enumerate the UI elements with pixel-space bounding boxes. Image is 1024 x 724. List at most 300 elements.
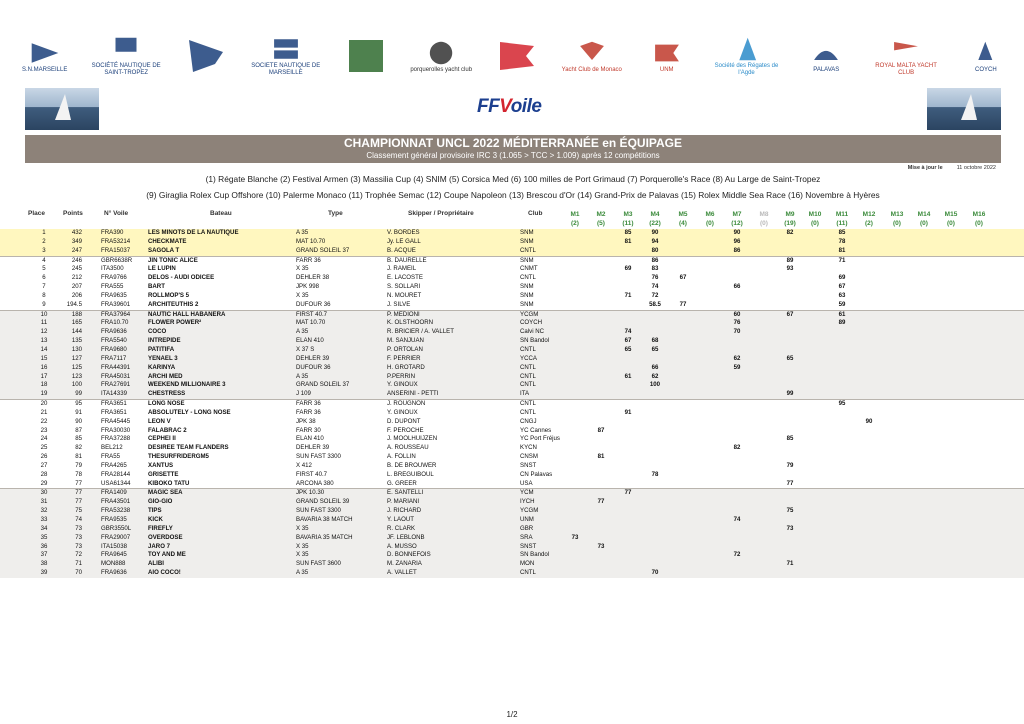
boat-type-cell: A 35 <box>296 328 309 336</box>
score-m4: 78 <box>651 470 659 478</box>
points-cell: 79 <box>75 461 82 469</box>
score-m7: 72 <box>733 551 741 559</box>
points-cell: 91 <box>75 408 82 416</box>
score-m9: 85 <box>786 435 794 443</box>
place-cell: 14 <box>40 345 48 353</box>
table-row <box>0 373 1024 382</box>
boat-name-cell: JARO 7 <box>148 542 171 550</box>
boat-name-cell: MAGIC SEA <box>148 489 183 497</box>
score-m3: 81 <box>624 237 632 245</box>
manche-count: (0) <box>706 220 714 227</box>
header-manche-11 <box>830 211 854 227</box>
score-m4: 66 <box>651 363 659 371</box>
table-row <box>0 418 1024 427</box>
points-cell: 75 <box>75 507 82 515</box>
header-manche-13 <box>885 211 909 227</box>
header-skipper: Skipper / Propriétaire <box>408 210 474 217</box>
boat-type-cell: DEHLER 38 <box>296 274 330 282</box>
score-m7: 60 <box>733 310 741 318</box>
manche-count: (4) <box>679 220 687 227</box>
header-manche-3 <box>616 211 640 227</box>
skipper-cell: Y. GINOUX <box>387 408 418 416</box>
club-cell: SRA <box>520 533 533 541</box>
club-cell: CNTL <box>520 246 536 254</box>
manche-count: (0) <box>893 220 901 227</box>
points-cell: 349 <box>71 237 82 245</box>
boat-name-cell: DESIREE TEAM FLANDERS <box>148 444 229 452</box>
table-row <box>0 390 1024 399</box>
sail-number-cell: GBR3550L <box>101 524 132 532</box>
club-cell: CNTL <box>520 408 536 416</box>
points-cell: 188 <box>71 310 82 318</box>
boat-name-cell: KARINYA <box>148 363 176 371</box>
manche-label: M16 <box>972 211 986 218</box>
skipper-cell: K. OLSTHOORN <box>387 319 434 327</box>
club-cell: SNM <box>520 300 534 308</box>
ranking-table <box>0 229 1024 578</box>
sail-number-cell: MON888 <box>101 560 126 568</box>
sail-number-cell: FRA43501 <box>101 498 131 506</box>
boat-type-cell: X 35 <box>296 524 309 532</box>
score-m3: 65 <box>624 345 632 353</box>
page-number: 1/2 <box>506 710 518 719</box>
points-cell: 90 <box>75 417 82 425</box>
club-cell: SNM <box>520 229 534 236</box>
manche-label: M6 <box>705 211 715 218</box>
boat-type-cell: X 35 <box>296 265 309 273</box>
manche-count: (5) <box>597 220 605 227</box>
score-m11: 78 <box>838 237 846 245</box>
score-m3: 69 <box>624 265 632 273</box>
boat-type-cell: ELAN 410 <box>296 435 324 443</box>
manche-label: M12 <box>862 211 876 218</box>
manche-count: (0) <box>947 220 955 227</box>
boat-name-cell: CHESTRESS <box>148 390 186 398</box>
sail-number-cell: GBR6638R <box>101 256 133 264</box>
boat-name-cell: TIPS <box>148 507 162 515</box>
manche-count: (11) <box>622 220 634 227</box>
score-m12: 90 <box>865 417 873 425</box>
sail-number-cell: FRA5540 <box>101 337 127 345</box>
table-row <box>0 471 1024 480</box>
boat-type-cell: SUN FAST 3300 <box>296 453 341 461</box>
place-cell: 32 <box>40 507 48 515</box>
header-type: Type <box>328 210 343 217</box>
club-cell: GBR <box>520 524 534 532</box>
points-cell: 135 <box>71 337 82 345</box>
place-cell: 28 <box>40 470 48 478</box>
boat-name-cell: DELOS - AUDI ODICEE <box>148 274 215 282</box>
score-m4: 70 <box>651 569 659 577</box>
boat-name-cell: ALIBI <box>148 560 164 568</box>
skipper-cell: R. BRICIER / A. VALLET <box>387 328 454 336</box>
place-cell: 4 <box>42 256 46 264</box>
boat-name-cell: OVERDOSE <box>148 533 183 541</box>
sail-number-cell: FRA45031 <box>101 372 131 380</box>
score-m4: 76 <box>651 274 659 282</box>
score-m4: 83 <box>651 265 659 273</box>
club-cell: CNTL <box>520 363 536 371</box>
boat-type-cell: BAVARIA 38 MATCH <box>296 516 353 523</box>
score-m11: 67 <box>838 283 846 291</box>
boat-name-cell: KICK <box>148 516 163 523</box>
club-cell: UNM <box>520 516 534 523</box>
sail-number-cell: FRA39601 <box>101 300 131 308</box>
score-m9: 93 <box>786 265 794 273</box>
place-cell: 37 <box>40 551 48 559</box>
sailing-photo-right <box>927 88 1001 130</box>
soracc-logo-text: Société des Régates de l'Agde <box>714 63 779 76</box>
club-cell: SNM <box>520 256 534 264</box>
boat-name-cell: ARCHI MED <box>148 372 183 380</box>
boat-type-cell: A 35 <box>296 229 309 236</box>
skipper-cell: D. DUPONT <box>387 417 421 425</box>
points-cell: 207 <box>71 283 82 291</box>
sail-number-cell: FRA390 <box>101 229 124 236</box>
boat-type-cell: X 412 <box>296 461 312 469</box>
boat-type-cell: X 37 S <box>296 345 315 353</box>
place-cell: 23 <box>40 426 48 434</box>
score-m7: 82 <box>733 444 741 452</box>
skipper-cell: Jy. LE GALL <box>387 237 421 245</box>
points-cell: 85 <box>75 435 82 443</box>
place-cell: 10 <box>40 310 48 318</box>
points-cell: 247 <box>71 246 82 254</box>
boat-type-cell: A 35 <box>296 372 309 380</box>
score-m11: 69 <box>838 274 846 282</box>
sail-number-cell: FRA45445 <box>101 417 131 425</box>
score-m3: 91 <box>624 408 632 416</box>
manche-label: M7 <box>732 211 742 218</box>
table-row <box>0 355 1024 364</box>
score-m11: 59 <box>838 300 846 308</box>
header-manche-2 <box>589 211 613 227</box>
club-cell: CNTL <box>520 274 536 282</box>
score-m2: 87 <box>597 426 605 434</box>
manche-label: M4 <box>650 211 660 218</box>
boat-type-cell: SUN FAST 3600 <box>296 560 341 568</box>
skipper-cell: P. ORTOLAN <box>387 345 423 353</box>
pennant-logo <box>185 34 227 78</box>
skipper-cell: R. CLARK <box>387 524 416 532</box>
swallowtail-flag-logo <box>496 34 538 78</box>
table-row <box>0 319 1024 328</box>
score-m3: 61 <box>624 372 632 380</box>
score-m11: 95 <box>838 400 846 408</box>
manche-label: M15 <box>944 211 958 218</box>
place-cell: 22 <box>40 417 48 425</box>
score-m3: 85 <box>624 229 632 236</box>
skipper-cell: J. RICHARD <box>387 507 422 515</box>
update-date: Mise à jour le 11 octobre 2022 <box>907 165 996 171</box>
place-cell: 19 <box>40 390 48 398</box>
boat-type-cell: MAT 10.70 <box>296 237 326 245</box>
club-cell: YCCA <box>520 354 537 362</box>
score-m5: 67 <box>679 274 687 282</box>
sail-number-cell: FRA9636 <box>101 569 127 577</box>
skipper-cell: D. BONNEFOIS <box>387 551 431 559</box>
header-manche-10 <box>803 211 827 227</box>
points-cell: 246 <box>71 256 82 264</box>
sail-number-cell: FRA37964 <box>101 310 131 318</box>
header-manche-14 <box>912 211 936 227</box>
place-cell: 20 <box>40 400 48 408</box>
place-cell: 24 <box>40 435 48 443</box>
societe-nautique-saint-tropez-logo <box>91 34 161 78</box>
sail-number-cell: FRA9680 <box>101 345 127 353</box>
place-cell: 18 <box>40 381 48 389</box>
boat-type-cell: FARR 36 <box>296 408 321 416</box>
points-cell: 144 <box>71 328 82 336</box>
points-cell: 77 <box>75 498 82 506</box>
boat-type-cell: J 109 <box>296 390 311 398</box>
place-cell: 21 <box>40 408 48 416</box>
skipper-cell: Y. GINOUX <box>387 381 418 389</box>
club-cell: CNSM <box>520 453 538 461</box>
place-cell: 27 <box>40 461 48 469</box>
sail-number-cell: ITA3500 <box>101 265 124 273</box>
score-m4: 90 <box>651 229 659 236</box>
societe-nautique-marseille-logo-text: SOCIETE NAUTIQUE DE MARSEILLE <box>251 63 321 76</box>
boat-name-cell: LONG NOSE <box>148 400 185 408</box>
manche-count: (19) <box>784 220 796 227</box>
skipper-cell: J. ROUGNON <box>387 400 426 408</box>
header-points: Points <box>63 210 83 217</box>
place-cell: 30 <box>40 489 48 497</box>
table-header <box>0 209 1024 229</box>
boat-name-cell: KIBOKO TATU <box>148 479 190 487</box>
points-cell: 74 <box>75 516 82 523</box>
points-cell: 72 <box>75 551 82 559</box>
score-m3: 74 <box>624 328 632 336</box>
score-m4: 62 <box>651 372 659 380</box>
skipper-cell: N. MOURET <box>387 291 422 299</box>
header-sail: N° Voile <box>104 210 129 217</box>
club-cell: YCM <box>520 489 534 497</box>
skipper-cell: JF. LEBLONB <box>387 533 425 541</box>
boat-name-cell: INTREPIDE <box>148 337 181 345</box>
boat-type-cell: JPK 10.30 <box>296 489 325 497</box>
boat-type-cell: GRAND SOLEIL 37 <box>296 381 350 389</box>
score-m11: 85 <box>838 229 846 236</box>
boat-type-cell: FARR 30 <box>296 426 321 434</box>
score-m9: 67 <box>786 310 794 318</box>
place-cell: 17 <box>40 372 48 380</box>
score-m9: 89 <box>786 256 794 264</box>
palavas-logo-text: PALAVAS <box>813 66 840 73</box>
club-cell: CNTL <box>520 345 536 353</box>
table-row <box>0 444 1024 453</box>
boat-name-cell: FLOWER POWER² <box>148 319 202 327</box>
manche-label: M8 <box>759 211 769 218</box>
header-boat: Bateau <box>210 210 232 217</box>
header-manche-15 <box>939 211 963 227</box>
skipper-cell: E. SANTELLI <box>387 489 424 497</box>
boat-type-cell: DUFOUR 36 <box>296 363 331 371</box>
points-cell: 82 <box>75 444 82 452</box>
boat-type-cell: FARR 36 <box>296 400 321 408</box>
sail-number-cell: FRA44391 <box>101 363 131 371</box>
skipper-cell: A. ROUSSEAU <box>387 444 429 452</box>
header-manche-4 <box>643 211 667 227</box>
score-m1: 73 <box>571 533 579 541</box>
skipper-cell: L. BREGUIBOUL <box>387 470 434 478</box>
club-cell: YC Port Fréjus <box>520 435 560 443</box>
score-m4: 80 <box>651 246 659 254</box>
score-m7: 90 <box>733 229 741 236</box>
semaphore-logo-text: S.N.MARSEILLE <box>22 66 68 73</box>
skipper-cell: Y. LAOUT <box>387 516 414 523</box>
score-m7: 59 <box>733 363 741 371</box>
club-cell: USA <box>520 479 533 487</box>
points-cell: 125 <box>71 363 82 371</box>
score-m9: 79 <box>786 461 794 469</box>
club-cell: CN Palavas <box>520 470 553 478</box>
table-row <box>0 292 1024 301</box>
skipper-cell: ANSERINI - PETTI <box>387 390 439 398</box>
table-row <box>0 247 1024 256</box>
score-m7: 74 <box>733 516 741 523</box>
boat-type-cell: JPK 38 <box>296 417 316 425</box>
points-cell: 87 <box>75 426 82 434</box>
boat-name-cell: TOY AND ME <box>148 551 186 559</box>
boat-type-cell: GRAND SOLEIL 37 <box>296 246 350 254</box>
boat-type-cell: FIRST 40.7 <box>296 310 328 318</box>
place-cell: 5 <box>42 265 46 273</box>
skipper-cell: J. MOOLHUIJZEN <box>387 435 438 443</box>
score-m2: 77 <box>597 498 605 506</box>
place-cell: 39 <box>40 569 48 577</box>
skipper-cell: G. GREER <box>387 479 417 487</box>
place-cell: 2 <box>42 237 46 245</box>
manche-label: M10 <box>808 211 822 218</box>
boat-type-cell: A 35 <box>296 569 309 577</box>
club-cell: YCGM <box>520 310 539 318</box>
table-row <box>0 453 1024 462</box>
sail-number-cell: FRA555 <box>101 283 124 291</box>
boat-name-cell: THESURFRIDERGM5 <box>148 453 209 461</box>
sail-number-cell: ITA15038 <box>101 542 127 550</box>
club-cell: CNGJ <box>520 417 537 425</box>
place-cell: 6 <box>42 274 46 282</box>
score-m4: 65 <box>651 345 659 353</box>
royal-malta-yacht-club-logo-text: ROYAL MALTA YACHT CLUB <box>875 63 937 76</box>
table-row <box>0 346 1024 355</box>
club-cell: CNTL <box>520 372 536 380</box>
header-manche-1 <box>563 211 587 227</box>
score-m2: 73 <box>597 542 605 550</box>
sail-number-cell: ITA14339 <box>101 390 127 398</box>
manche-label: M1 <box>570 211 580 218</box>
score-m11: 89 <box>838 319 846 327</box>
skipper-cell: B. ACQUE <box>387 246 416 254</box>
club-cell: COYCH <box>520 319 543 327</box>
competitions-list-2: (9) Giraglia Rolex Cup Offshore (10) Palerme Monaco (11) Trophée Semac (12) Coupe Napoleon (13) Brescou d'Or (14) Grand-Prix de Palavas (15) Rolex Middle Sea Race (16) Novembre à Hyères <box>146 190 880 200</box>
score-m9: 99 <box>786 390 794 398</box>
place-cell: 38 <box>40 560 48 568</box>
sailing-photo-left <box>25 88 99 130</box>
place-cell: 25 <box>40 444 48 452</box>
manche-count: (0) <box>811 220 819 227</box>
manche-count: (0) <box>920 220 928 227</box>
skipper-cell: M. SANJUAN <box>387 337 424 345</box>
boat-name-cell: LES MINOTS DE LA NAUTIQUE <box>148 229 239 236</box>
title-banner <box>25 135 1001 163</box>
boat-name-cell: PATITIFA <box>148 345 175 353</box>
sail-number-cell: FRA27691 <box>101 381 131 389</box>
boat-name-cell: FALABRAC 2 <box>148 426 187 434</box>
score-m4: 100 <box>649 381 661 389</box>
table-row <box>0 435 1024 444</box>
points-cell: 206 <box>71 291 82 299</box>
boat-name-cell: LE LUPIN <box>148 265 176 273</box>
semaphore-logo <box>22 34 67 78</box>
boat-type-cell: X 35 <box>296 551 309 559</box>
points-cell: 123 <box>71 372 82 380</box>
skipper-cell: P.PERRIN <box>387 372 415 380</box>
place-cell: 1 <box>42 229 46 236</box>
boat-type-cell: BAVARIA 35 MATCH <box>296 533 353 541</box>
points-cell: 95 <box>75 400 82 408</box>
table-row <box>0 551 1024 560</box>
club-cell: Calvi NC <box>520 328 545 336</box>
manche-label: M5 <box>678 211 688 218</box>
score-m9: 71 <box>786 560 794 568</box>
boat-name-cell: CEPHEI II <box>148 435 176 443</box>
boat-name-cell: YENAEL 3 <box>148 354 178 362</box>
table-row <box>0 301 1024 310</box>
club-cell: KYCN <box>520 444 537 452</box>
skipper-cell: B. DE BROUWER <box>387 461 437 469</box>
place-cell: 13 <box>40 337 48 345</box>
score-m11: 61 <box>838 310 846 318</box>
boat-name-cell: GRISETTE <box>148 470 179 478</box>
score-m4: 58.5 <box>649 300 661 308</box>
sail-number-cell: FRA9645 <box>101 551 127 559</box>
table-row <box>0 488 1024 498</box>
points-cell: 71 <box>75 560 82 568</box>
header-manche-16 <box>967 211 991 227</box>
score-m7: 70 <box>733 328 741 336</box>
competitions-list-1: (1) Régate Blanche (2) Festival Armen (3) Massilia Cup (4) SNIM (5) Corsica Med (6) 100 milles de Port Grimaud (7) Porquerolle's Race (8) Au Large de Saint-Tropez <box>205 174 821 184</box>
manche-count: (22) <box>649 220 661 227</box>
skipper-cell: A. VALLET <box>387 569 417 577</box>
sail-number-cell: FRA9635 <box>101 291 127 299</box>
championship-title: CHAMPIONNAT UNCL 2022 MÉDITERRANÉE en ÉQUIPAGE <box>343 136 683 150</box>
points-cell: 70 <box>75 569 82 577</box>
skipper-cell: A. MUSSO <box>387 542 417 550</box>
societe-nautique-marseille-logo <box>251 34 321 78</box>
table-row <box>0 364 1024 373</box>
skipper-cell: F. PEROCHE <box>387 426 424 434</box>
score-m4: 74 <box>651 283 659 291</box>
table-row <box>0 238 1024 247</box>
sail-number-cell: FRA10.70 <box>101 319 129 327</box>
porquerolles-yacht-club-logo <box>410 34 472 78</box>
manche-count: (11) <box>836 220 848 227</box>
ffvoile-logo: FFVoile <box>477 96 542 117</box>
header-manche-9 <box>778 211 802 227</box>
place-cell: 9 <box>42 300 46 308</box>
club-cell: SN Bandol <box>520 551 550 559</box>
score-m7: 96 <box>733 237 741 245</box>
club-cell: SNST <box>520 461 537 469</box>
score-m9: 77 <box>786 479 794 487</box>
yacht-club-monaco-logo-text: Yacht Club de Monaco <box>561 66 622 73</box>
boat-name-cell: WEEKEND MILLIONAIRE 3 <box>148 381 226 389</box>
club-cell: CNTL <box>520 381 536 389</box>
manche-count: (2) <box>865 220 873 227</box>
